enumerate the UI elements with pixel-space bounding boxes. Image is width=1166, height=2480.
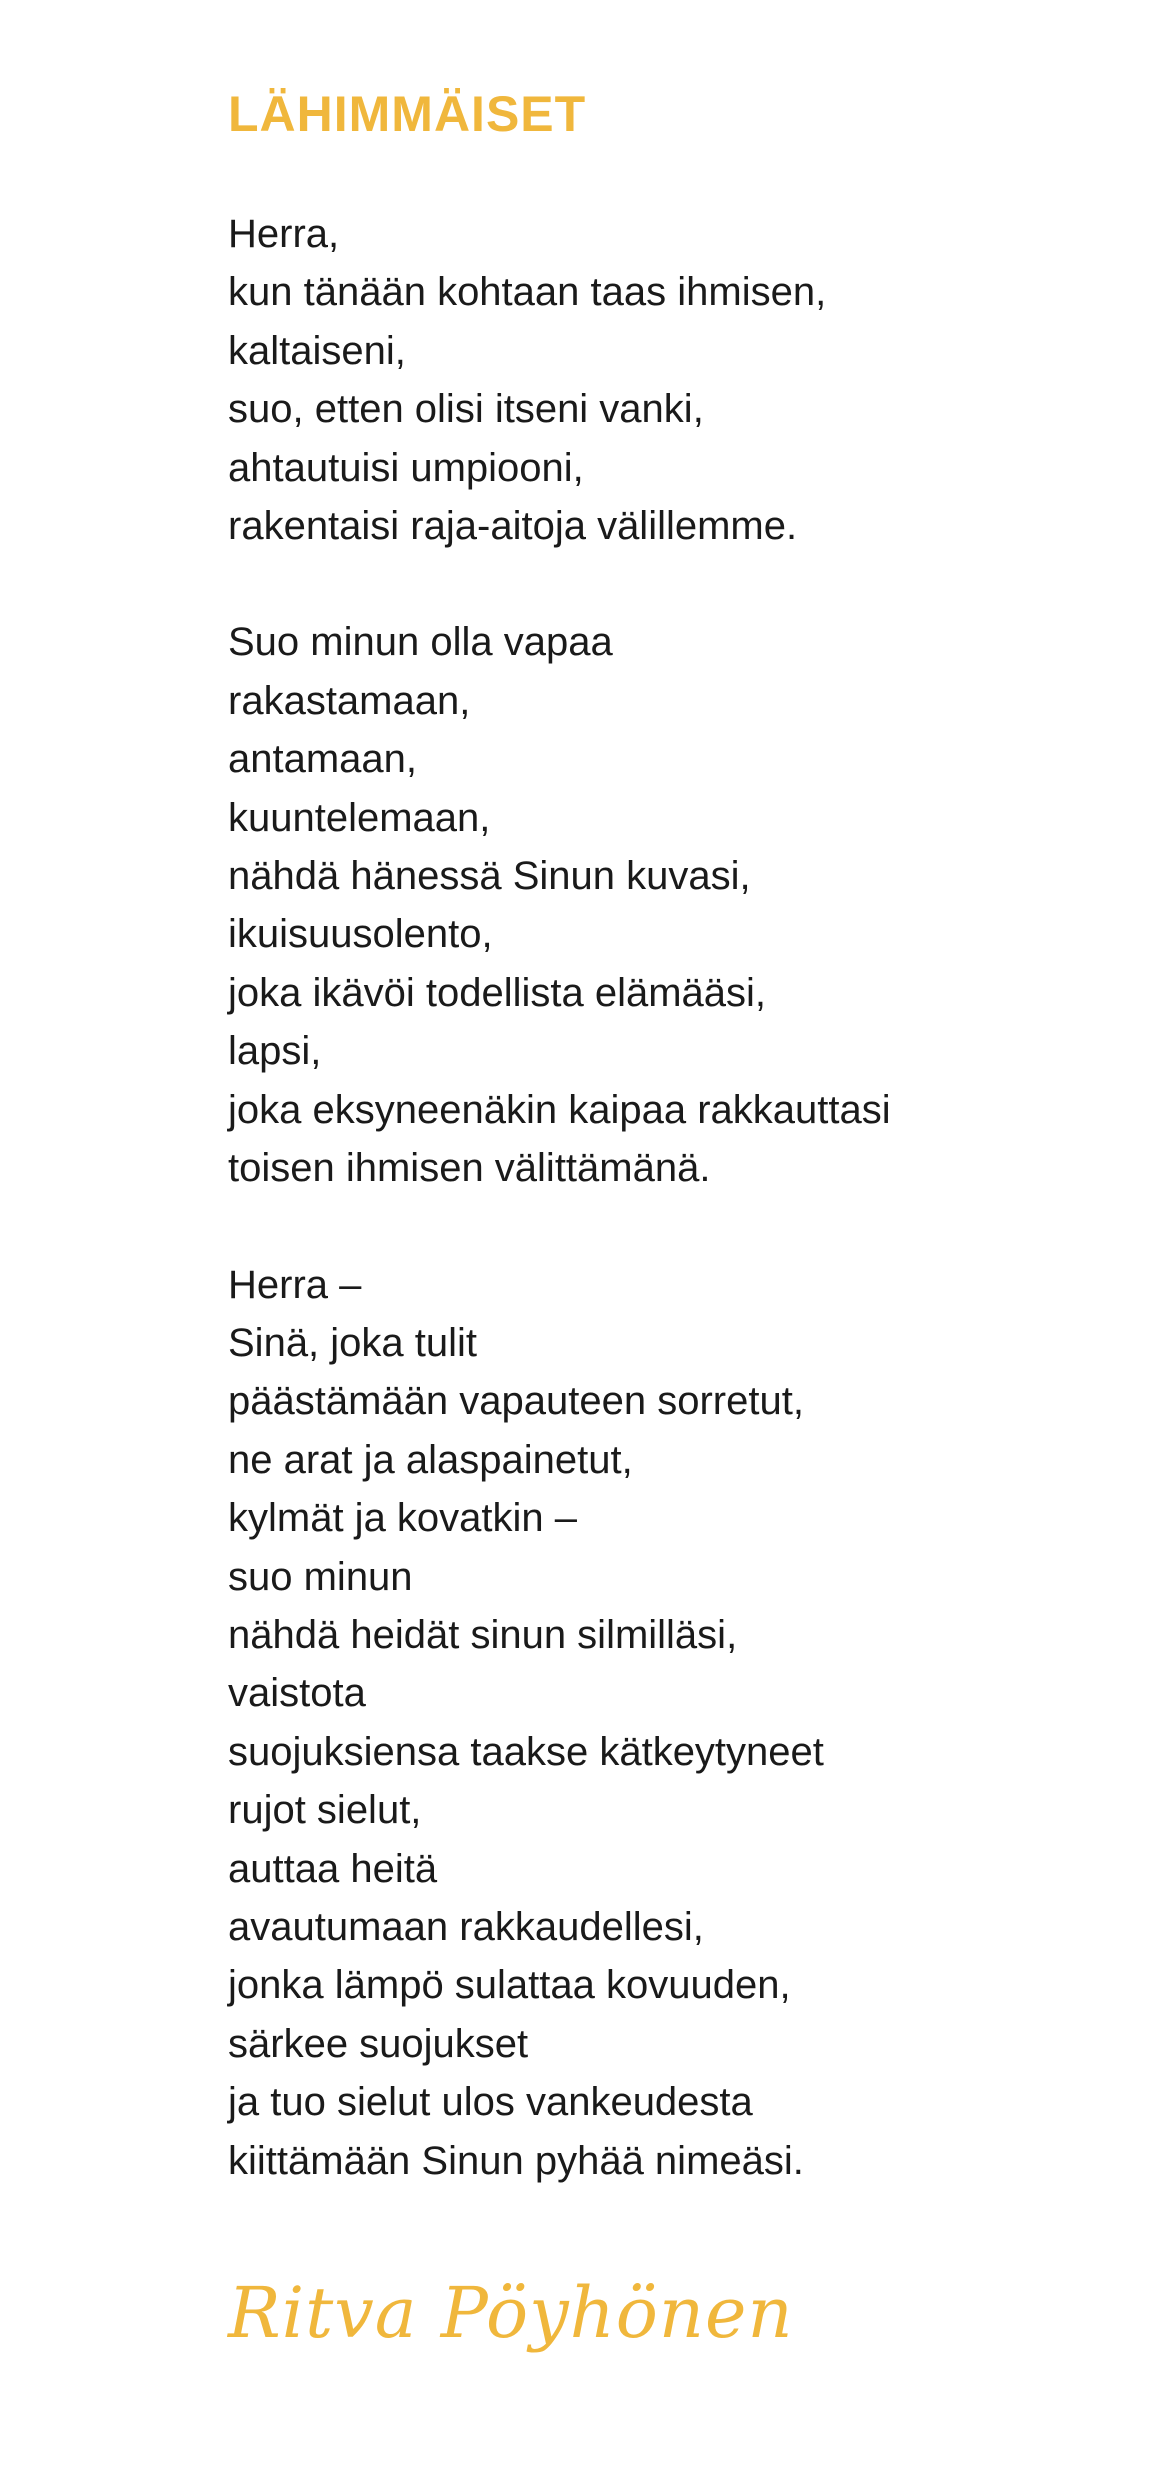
poem-line: antamaan, — [228, 737, 418, 782]
poem-line: suojuksiensa taakse kätkeytyneet — [228, 1729, 824, 1774]
poem-line: rujot sielut, — [228, 1788, 422, 1833]
poem-line: joka ikävöi todellista elämääsi, — [228, 970, 767, 1015]
poem-line: nähdä heidät sinun silmilläsi, — [228, 1612, 738, 1657]
poem-line: suo minun — [228, 1554, 413, 1599]
poem-line: kylmät ja kovatkin – — [228, 1496, 578, 1541]
poem-line: avautumaan rakkaudellesi, — [228, 1904, 704, 1949]
poem-line: päästämään vapauteen sorretut, — [228, 1379, 804, 1424]
poem-line: Sinä, joka tulit — [228, 1320, 478, 1365]
poem-line: vaistota — [228, 1671, 366, 1716]
poem-line: kiittämään Sinun pyhää nimeäsi. — [228, 2138, 804, 2183]
poem-line: särkee suojukset — [228, 2021, 529, 2066]
poem-line: Suo minun olla vapaa — [228, 620, 613, 665]
poem-line: lapsi, — [228, 1029, 322, 1074]
poem-line: toisen ihmisen välittämänä. — [228, 1146, 711, 1191]
poem-line: rakentaisi raja-aitoja välillemme. — [228, 504, 798, 549]
poem-line: rakastamaan, — [228, 678, 471, 723]
poem-line: kun tänään kohtaan taas ihmisen, — [228, 270, 827, 315]
stanza-2 — [228, 613, 1128, 1197]
poem-line: nähdä hänessä Sinun kuvasi, — [228, 854, 751, 899]
poem-line: ikuisuusolento, — [228, 912, 493, 957]
poem-line: Herra – — [228, 1262, 362, 1307]
poem-title: LÄHIMMÄISET — [228, 86, 587, 142]
poem-line: ne arat ja alaspainetut, — [228, 1437, 633, 1482]
poem-line: suo, etten olisi itseni vanki, — [228, 387, 704, 432]
stanza-1 — [228, 205, 1128, 555]
poem-line: joka eksyneenäkin kaipaa rakkauttasi — [228, 1087, 891, 1132]
stanza-3 — [228, 1256, 1128, 2191]
poem-line: kuuntelemaan, — [228, 795, 491, 840]
poem-line: auttaa heitä — [228, 1846, 438, 1891]
author-signature: Ritva Pöyhönen — [228, 2272, 794, 2354]
poem-line: jonka lämpö sulattaa kovuuden, — [228, 1963, 791, 2008]
poem-body — [228, 205, 1128, 2248]
poem-line: ja tuo sielut ulos vankeudesta — [228, 2080, 753, 2125]
poem-line: Herra, — [228, 212, 340, 256]
poem-line: ahtautuisi umpiooni, — [228, 445, 584, 490]
poem-line: kaltaiseni, — [228, 328, 406, 373]
